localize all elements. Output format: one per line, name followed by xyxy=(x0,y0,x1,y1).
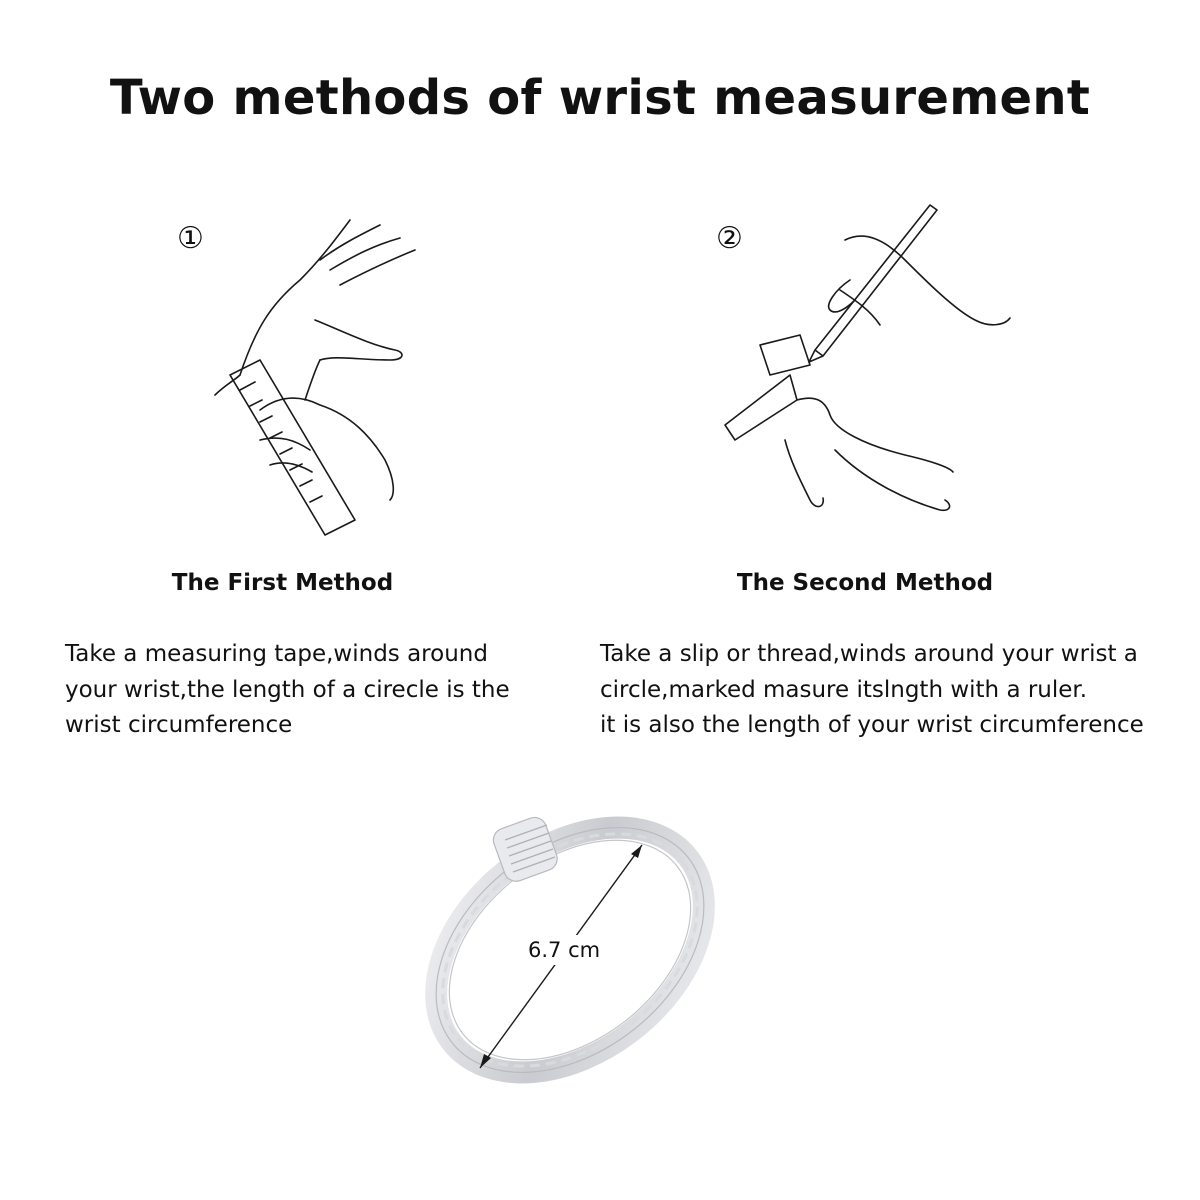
method-2-line-2: circle,marked masure itslngth with a ruler. xyxy=(600,676,1088,703)
method-2-heading: The Second Method xyxy=(736,570,994,596)
method-1-line-2: your wrist,the length of a cirecle is the xyxy=(65,676,510,703)
step-number-1: ① xyxy=(177,221,204,256)
method-2-line-3: it is also the length of your wrist circumference xyxy=(600,712,1144,738)
hand-measuring-tape-illustration xyxy=(200,210,430,540)
method-1-heading: The First Method xyxy=(171,570,394,596)
method-2-line-1: Take a slip or thread,winds around your wrist a xyxy=(600,641,1138,667)
method-1-description xyxy=(65,637,510,744)
hand-marking-thread-illustration xyxy=(715,200,1015,530)
method-1-line-1: Take a measuring tape,winds around xyxy=(65,641,488,667)
diameter-label: 6.7 cm xyxy=(528,938,601,962)
method-1-line-3: wrist circumference xyxy=(65,712,293,738)
method-2-description xyxy=(600,637,1144,744)
step-number-2: ② xyxy=(716,221,743,256)
page-title: Two methods of wrist measurement xyxy=(109,70,1091,126)
